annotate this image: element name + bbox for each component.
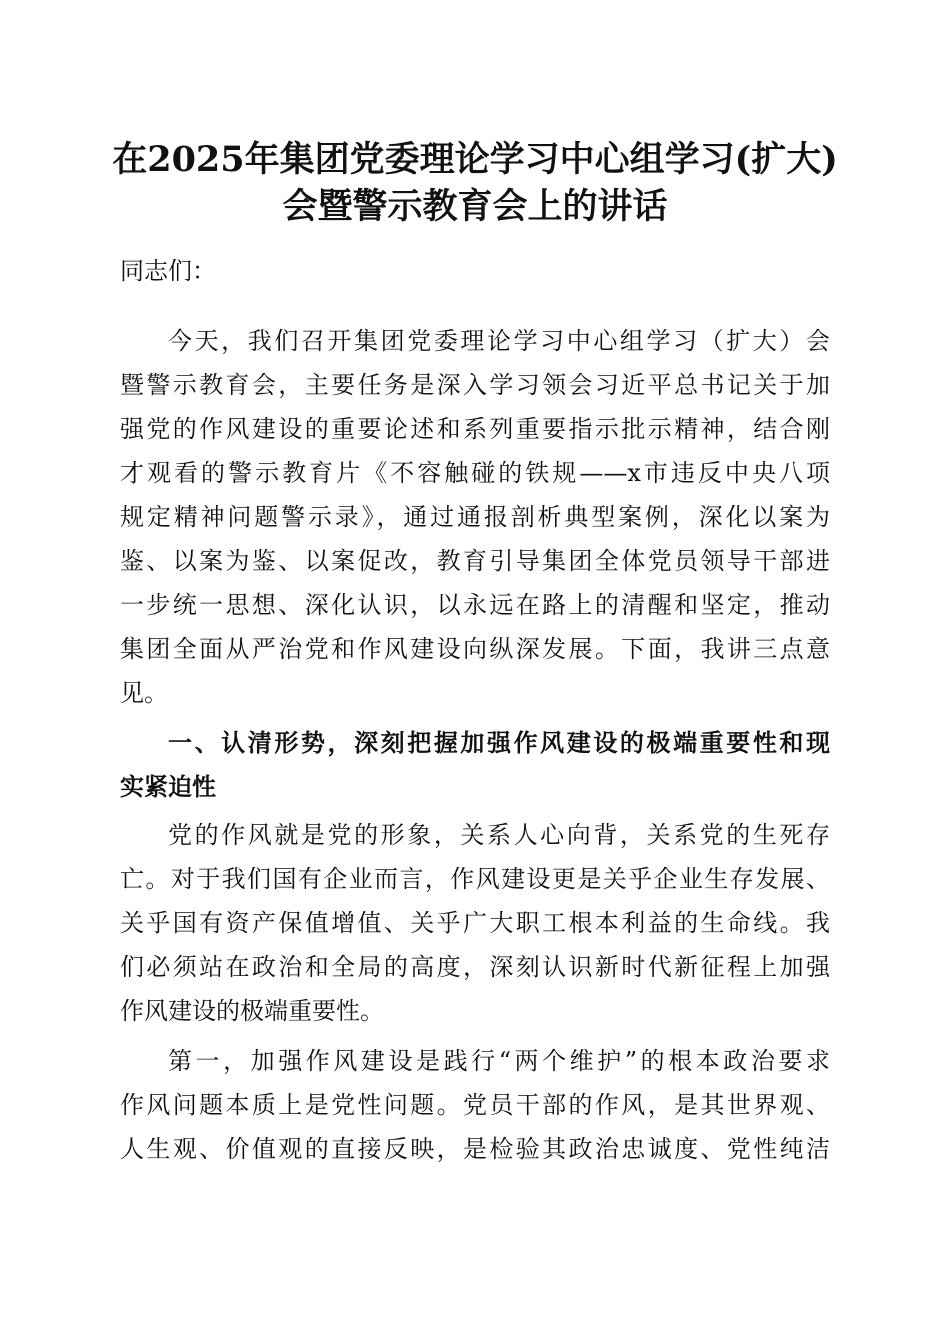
paragraph-1-line: 见。 [120, 679, 168, 707]
paragraph-3-line: 人生观、价值观的直接反映，是检验其政治忠诚度、党性纯洁 [120, 1135, 830, 1163]
paragraph-2-line: 作风建设的极端重要性。 [120, 997, 384, 1025]
paragraph-3-line: 作风问题本质上是党性问题。党员干部的作风，是其世界观、 [120, 1091, 830, 1119]
paragraph-2-line: 亡。对于我们国有企业而言，作风建设更是关乎企业生存发展、 [120, 865, 830, 893]
paragraph-1-line: 暨警示教育会，主要任务是深入学习领会习近平总书记关于加 [120, 371, 830, 399]
paragraph-1-line: 一步统一思想、深化认识，以永远在路上的清醒和坚定，推动 [120, 591, 830, 619]
paragraph-2-line: 们必须站在政治和全局的高度，深刻认识新时代新征程上加强 [120, 953, 830, 981]
paragraph-1-line: 今天，我们召开集团党委理论学习中心组学习（扩大）会 [168, 327, 830, 355]
paragraph-2-line: 党的作风就是党的形象，关系人心向背，关系党的生死存 [168, 821, 830, 849]
subheading-1: 第一，加强作风建设是践行“两个维护”的根本政治要求 [168, 1047, 830, 1075]
paragraph-1-line: 强党的作风建设的重要论述和系列重要指示批示精神，结合刚 [120, 415, 830, 443]
section-heading-1-line: 一、认清形势，深刻把握加强作风建设的极端重要性和现 [168, 729, 830, 757]
paragraph-1-line: 才观看的警示教育片《不容触碰的铁规——x市违反中央八项 [120, 459, 830, 487]
document-title-line-1: 在2025年集团党委理论学习中心组学习(扩大) [112, 139, 838, 180]
paragraph-1-line: 鉴、以案为鉴、以案促改，教育引导集团全体党员领导干部进 [120, 547, 830, 575]
document-title-line-2: 会暨警示教育会上的讲话 [282, 186, 668, 227]
salutation: 同志们： [120, 257, 216, 285]
paragraph-2-line: 关乎国有资产保值增值、关乎广大职工根本利益的生命线。我 [120, 909, 830, 937]
paragraph-1-line: 集团全面从严治党和作风建设向纵深发展。下面，我讲三点意 [120, 635, 830, 663]
paragraph-1-line: 规定精神问题警示录》，通过通报剖析典型案例，深化以案为 [120, 503, 830, 531]
section-heading-1-line: 实紧迫性 [120, 773, 216, 801]
